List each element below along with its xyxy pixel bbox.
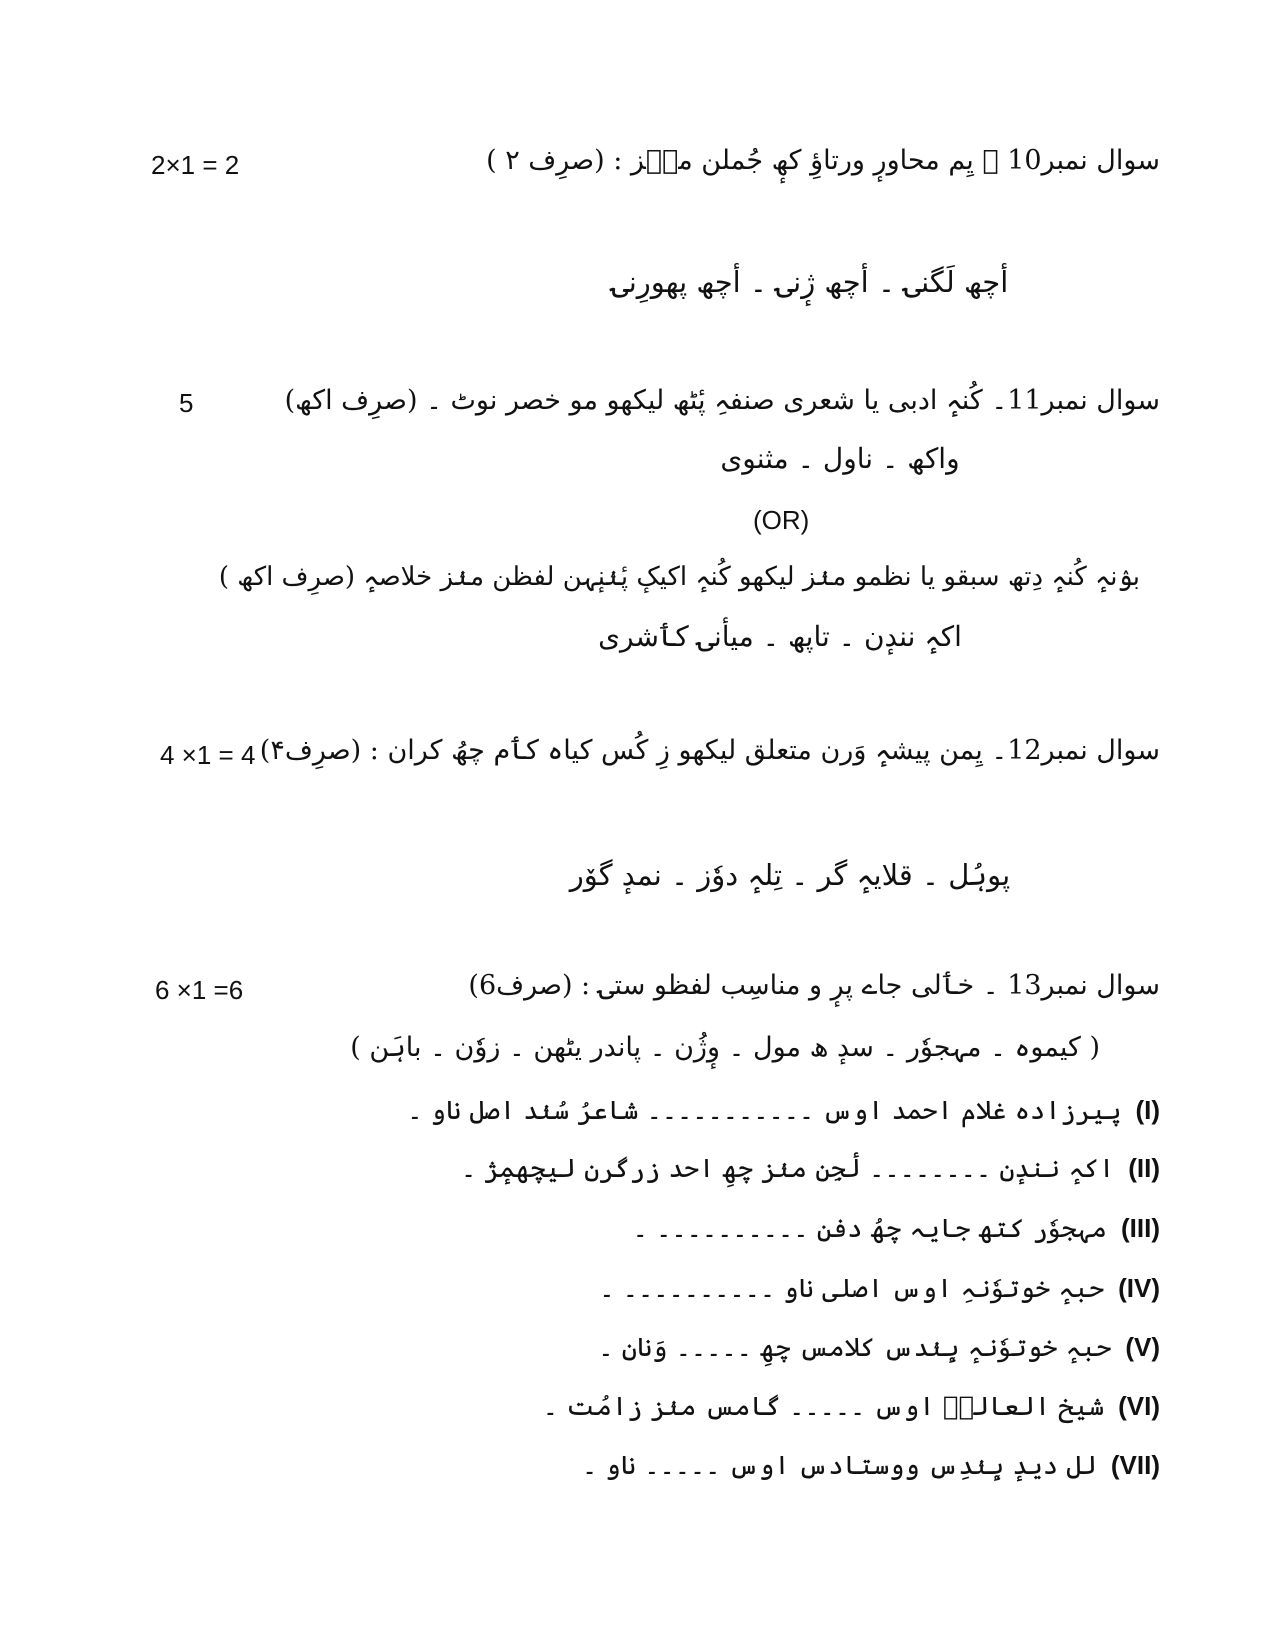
item-text: اکہٕ نندٕن ۔۔۔۔۔۔۔۔ لٔجِن منٛز چھِ احد زرگرن لیچھمٕژ ۔	[460, 1154, 1115, 1184]
item-number: (VI)	[1118, 1391, 1160, 1421]
q11-or-label: (OR)	[753, 505, 810, 535]
item-text: لل دیدٕ ہٕنٛدِس ووستادس اوس ۔۔۔۔۔ ناو ۔	[582, 1451, 1097, 1481]
q11-marks: 5	[179, 388, 194, 418]
item-text: مہجوٗر کتھ جایہ چھُ دفن ۔۔۔۔۔۔۔۔۔۔ ۔	[632, 1214, 1107, 1244]
item-number: (IV)	[1118, 1273, 1160, 1303]
q12-marks: 4 ×1 = 4	[160, 740, 256, 770]
q11-options: واکھ ۔ ناول ۔ مثنوی	[720, 442, 960, 475]
q10-heading: سوال نمبر10 ۔ یِم محاورٕ ورتاؤِ کھٕ جُملن منٛز : (صرِف ۲ )	[486, 145, 1160, 176]
item-number: (VII)	[1110, 1450, 1160, 1480]
q13-item-6	[543, 1391, 1160, 1422]
q12-options: پوہُل ۔ قلایہٕ گر ۔ تِلہٕ دوٗز ۔ نمدٕ گوٚر	[569, 858, 1011, 892]
q13-marks: 6 ×1 =6	[155, 975, 244, 1005]
q13-item-1	[407, 1095, 1160, 1126]
q13-item-2	[461, 1153, 1160, 1184]
item-text: حبہٕ خوتوٗنہٕ ہٕنٛدس کلامس چھِ ۔۔۔۔۔ وَنان ۔	[598, 1333, 1112, 1363]
item-number: (I)	[1135, 1095, 1160, 1125]
q13-item-4	[599, 1273, 1160, 1304]
q13-heading: سوال نمبر13 ۔ خٲلی جاے پرٕ و مناسِب لفظو ستۍ : (صرف6)	[468, 970, 1160, 1001]
q11-alt-options: اکہٕ نندٕن ۔ تاپھ ۔ میأنۍ کٲشری	[598, 620, 962, 653]
q13-item-5	[598, 1332, 1160, 1363]
q10-marks: 2×1 = 2	[151, 150, 240, 180]
q11-heading: سوال نمبر11۔ کُنہٕ ادبی یا شعری صنفہِ پٔٹھ لیکھو مو خصر نوٹ ۔ (صرِف اکھ)	[284, 385, 1160, 416]
item-number: (II)	[1128, 1153, 1160, 1183]
q13-item-7	[582, 1450, 1160, 1481]
q12-heading: سوال نمبر12۔ یِمن پیشہٕ وَرن متعلق لیکھو زِ کُس کیاہ کٲم چھُ کران : (صرِف۴)	[259, 735, 1160, 766]
q13-word-bank: ( کیموہ ۔ مہجوٗر ۔ سدٕ ھ مول ۔ وٕژُن ۔ پاندر یٹھن ۔ زوٗن ۔ باہَن )	[350, 1032, 1100, 1063]
q13-item-3	[633, 1213, 1160, 1244]
item-text: حبہٕ خوتوٗنہِ اوس اصلی ناو ۔۔۔۔۔۔۔۔۔۔ ۔	[599, 1274, 1105, 1304]
item-text: شیخ العالمؒ اوس ۔۔۔۔۔ گامس منٛز زامُت ۔	[542, 1392, 1105, 1422]
item-number: (V)	[1125, 1332, 1160, 1362]
item-number: (III)	[1121, 1213, 1160, 1243]
q11-alt-heading: بوٛنہٕ کُنہٕ دِتھ سبقو یا نظمو منٛز لیکھو کُنہٕ اکیکٕ پٔنٛنٕہن لفظن منٛز خلاصہٕ (صرِف اکھ )	[218, 562, 1140, 592]
q10-options: أچھ لَگنۍ ۔ أچھ ژٕنۍ ۔ أچھ پھورِنۍ	[611, 265, 1009, 299]
item-text: پیرزادہ غلام احمد اوس ۔۔۔۔۔۔۔۔۔۔۔ شاعرُ سُنٛد اصل ناو ۔	[407, 1096, 1122, 1126]
